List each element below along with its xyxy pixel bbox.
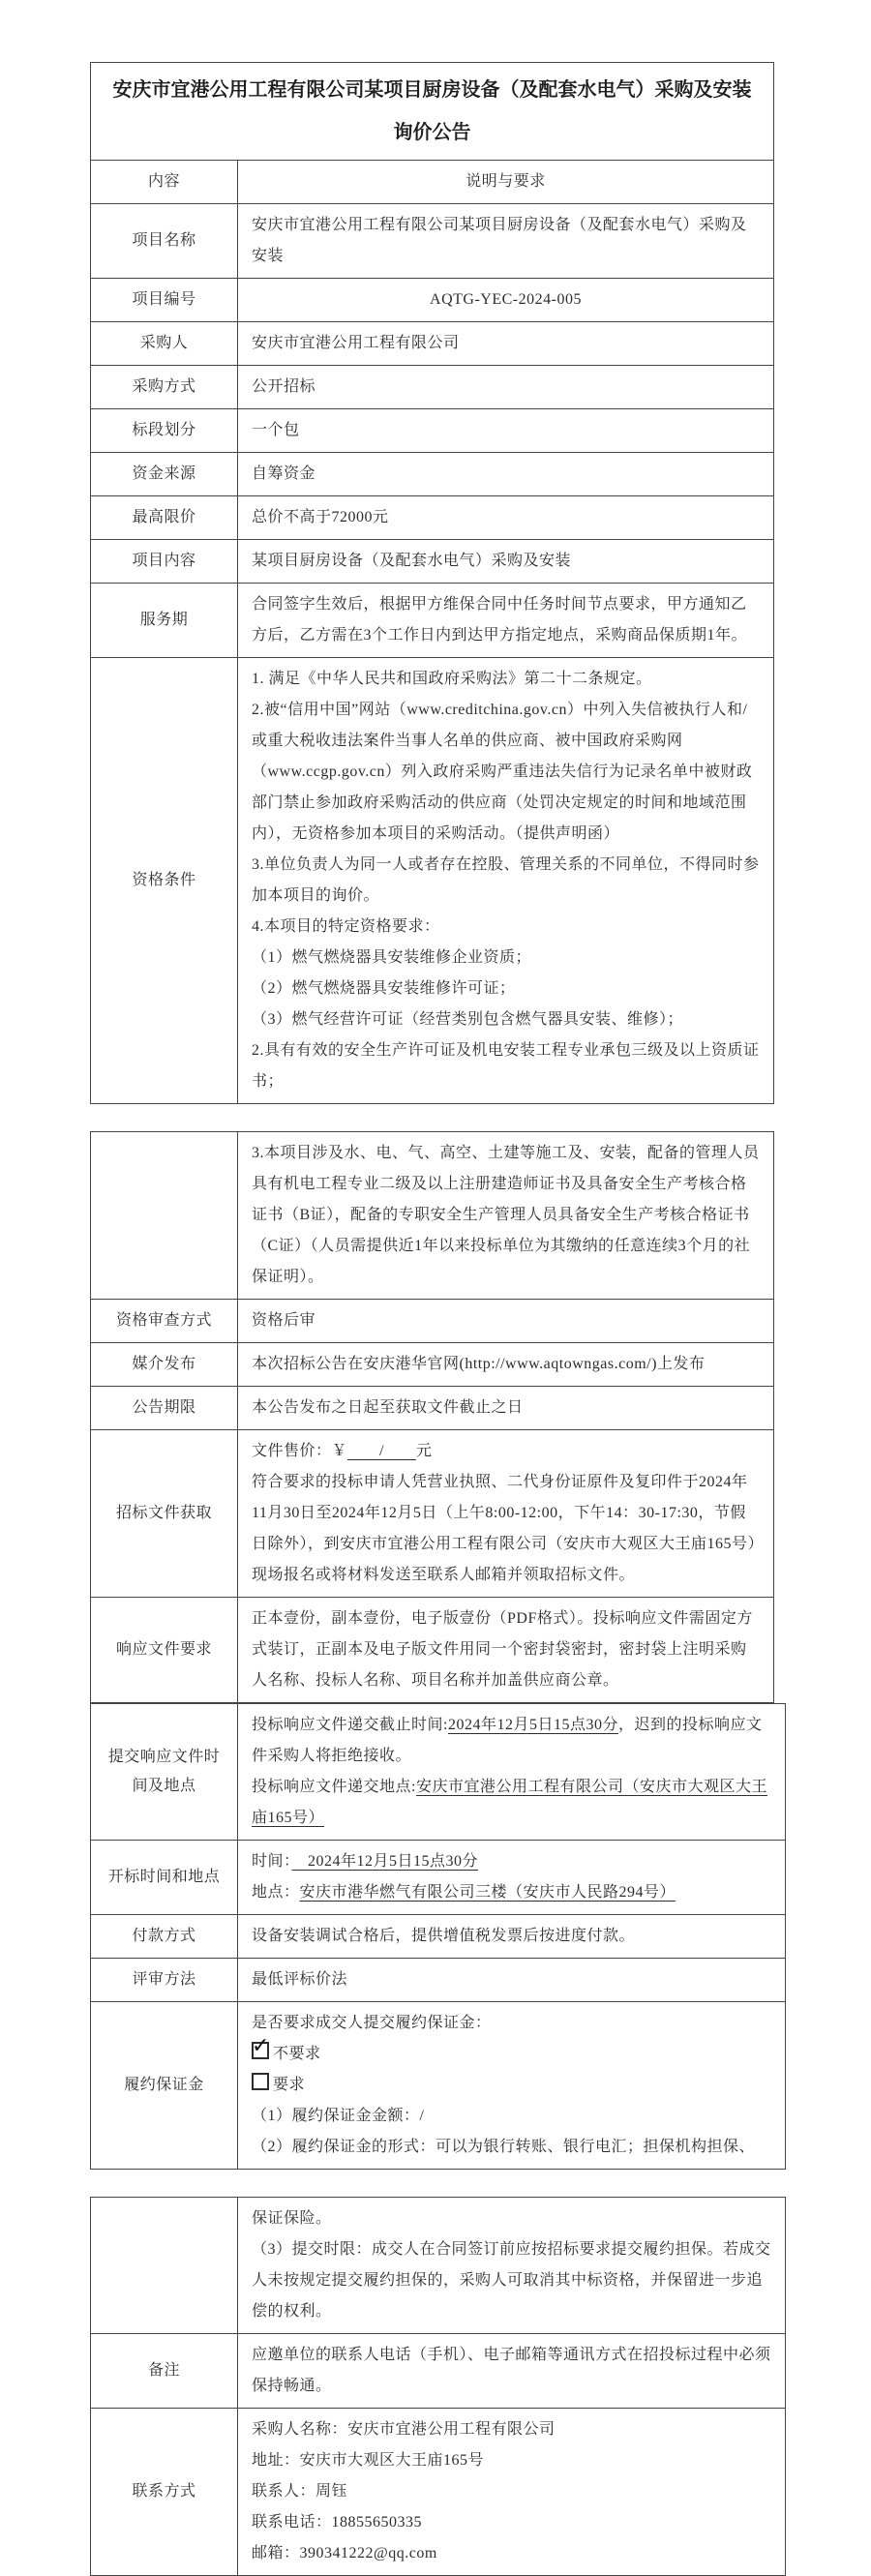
text-segment: 联系电话：18855650335: [252, 2514, 423, 2531]
notice-title: [91, 63, 773, 160]
row-purchaser-content: [238, 322, 773, 365]
row-project-number-content: [238, 279, 773, 321]
text-segment: 1. 满足《中华人民共和国政府采购法》第二十二条规定。: [252, 671, 652, 687]
notice-table-section-3: [90, 1703, 786, 2170]
row-performance-bond-content: [238, 2002, 785, 2169]
row-qualification-continued-content: [238, 1132, 773, 1299]
text-segment: 资格后审: [252, 1312, 316, 1329]
row-header-line-0: [466, 166, 546, 197]
row-max-price: [91, 495, 773, 539]
text-segment: 说明与要求: [466, 173, 546, 190]
text-segment: 设备安装调试合格后，提供增值税发票后按进度付款。: [252, 1928, 636, 1944]
row-media-release-content: [238, 1343, 773, 1386]
row-project-content-line-0: [252, 546, 760, 577]
row-procurement-method-content: [238, 366, 773, 408]
row-contact-info-line-0: [252, 2414, 771, 2445]
text-segment: 正本壹份，副本壹份，电子版壹份（PDF格式）。投标响应文件需固定方式装订，正副本及电子版文件用同一个密封袋密封，密封袋上注明采购人名称、投标人名称、项目名称并加盖供应商公章。: [252, 1610, 753, 1689]
row-qualification-conditions-line-4: [252, 943, 760, 973]
text-segment: （1）燃气燃烧器具安装维修企业资质；: [252, 949, 532, 966]
text-segment: 合同签字生效后，根据甲方维保合同中任务时间节点要求，甲方通知乙方后，乙方需在3个工作日内到达甲方指定地点，采购商品保质期1年。: [252, 596, 748, 644]
row-performance-bond-line-1: [252, 2039, 771, 2070]
row-payment-method: [91, 1914, 785, 1958]
row-lot-division-line-0: [252, 415, 760, 446]
row-qualification-conditions-line-1: [252, 695, 760, 850]
text-segment: 安庆市宜港公用工程有限公司: [252, 335, 460, 351]
row-payment-method-label: 付款方式: [91, 1915, 238, 1958]
text-segment: 应邀单位的联系人电话（手机）、电子邮箱等通讯方式在招投标过程中必须保持畅通。: [252, 2347, 771, 2394]
row-qualification-continued-line-0: [252, 1138, 760, 1293]
row-announcement-period-label: 公告期限: [91, 1387, 238, 1429]
row-project-number: [91, 278, 773, 321]
row-service-period-label: 服务期: [91, 584, 238, 657]
text-segment: （2）履约保证金的形式：可以为银行转账、银行电汇；担保机构担保、: [252, 2139, 756, 2155]
row-max-price-line-0: [252, 502, 760, 533]
row-submission-time-place-content: [238, 1704, 785, 1840]
row-performance-bond: [91, 2001, 785, 2169]
row-qualification-review: [91, 1299, 773, 1342]
row-submission-time-place: [91, 1704, 785, 1840]
notice-table-section-2: [90, 1131, 774, 1703]
text-segment: 某项目厨房设备（及配套水电气）采购及安装: [252, 553, 572, 569]
row-performance-bond-continued-line-1: [252, 2234, 771, 2327]
notice-title-line-0: [113, 69, 752, 111]
row-project-number-label: 项目编号: [91, 279, 238, 321]
row-qualification-continued-label: [91, 1132, 238, 1299]
text-segment: 本公告发布之日起至获取文件截止之日: [252, 1399, 524, 1416]
row-procurement-method: [91, 365, 773, 408]
row-funding-source-label: 资金来源: [91, 453, 238, 495]
row-qualification-conditions-line-7: [252, 1035, 760, 1097]
row-performance-bond-label: 履约保证金: [91, 2002, 238, 2169]
text-segment: 总价不高于72000元: [252, 509, 389, 525]
row-header: [91, 160, 773, 203]
text-segment: 自筹资金: [252, 465, 316, 482]
row-media-release-line-0: [252, 1349, 760, 1380]
row-service-period: [91, 583, 773, 657]
row-contact-info: [91, 2408, 785, 2575]
row-header-content: [238, 161, 773, 203]
notice-title-content: [91, 63, 773, 160]
text-segment: 采购人名称：安庆市宜港公用工程有限公司: [252, 2421, 556, 2438]
row-payment-method-content: [238, 1915, 785, 1958]
row-contact-info-content: [238, 2409, 785, 2575]
row-service-period-line-0: [252, 589, 760, 651]
row-procurement-method-line-0: [252, 372, 760, 403]
row-performance-bond-continued: [91, 2198, 785, 2333]
text-segment: 是否要求成交人提交履约保证金：: [252, 2015, 492, 2031]
row-response-doc-requirements-content: [238, 1598, 773, 1702]
text-segment: 2024年12月5日15点30分: [291, 1853, 479, 1870]
text-segment: （2）燃气燃烧器具安装维修许可证；: [252, 980, 516, 997]
row-performance-bond-line-4: [252, 2132, 771, 2163]
text-segment: 询价公告: [393, 122, 471, 143]
row-submission-time-place-line-1: [252, 1772, 771, 1834]
row-contact-info-line-1: [252, 2445, 771, 2476]
row-document-acquisition-content: [238, 1430, 773, 1597]
text-segment: 时间：: [252, 1853, 292, 1870]
row-qualification-conditions-content: [238, 658, 773, 1103]
row-evaluation-method-line-0: [252, 1964, 771, 1995]
row-media-release: [91, 1342, 773, 1386]
row-bid-opening-time-place-label: 开标时间和地点: [91, 1841, 238, 1914]
row-bid-opening-time-place-line-0: [252, 1846, 771, 1877]
text-segment: 联系人：周钰: [252, 2483, 348, 2500]
row-project-name-content: [238, 204, 773, 278]
text-segment: 邮箱：390341222@qq.com: [252, 2545, 437, 2561]
row-header-label: 内容: [91, 161, 238, 203]
text-segment: 2.具有有效的安全生产许可证及机电安装工程专业承包三级及以上资质证书；: [252, 1042, 760, 1090]
row-funding-source: [91, 452, 773, 495]
text-segment: 安庆市宜港公用工程有限公司（安庆市大观区大王庙165号）: [252, 1779, 767, 1826]
row-response-doc-requirements-label: 响应文件要求: [91, 1598, 238, 1702]
row-remarks-content: [238, 2334, 785, 2408]
text-segment: 4.本项目的特定资格要求：: [252, 918, 440, 935]
row-project-number-line-0: [430, 285, 582, 315]
row-project-content-content: [238, 540, 773, 583]
text-segment: 地址：安庆市大观区大王庙165号: [252, 2452, 485, 2469]
row-media-release-label: 媒介发布: [91, 1343, 238, 1386]
empty-checkbox-icon: [252, 2073, 269, 2090]
text-segment: 本次招标公告在安庆港华官网(http://www.aqtowngas.com/)上发布: [252, 1356, 706, 1372]
row-evaluation-method-content: [238, 1959, 785, 2001]
row-evaluation-method-label: 评审方法: [91, 1959, 238, 2001]
row-qualification-review-label: 资格审查方式: [91, 1300, 238, 1342]
row-project-content: [91, 539, 773, 583]
row-performance-bond-continued-line-0: [252, 2203, 771, 2234]
row-project-content-label: 项目内容: [91, 540, 238, 583]
row-qualification-conditions-line-0: [252, 664, 760, 695]
row-contact-info-label: 联系方式: [91, 2409, 238, 2575]
row-contact-info-line-3: [252, 2507, 771, 2538]
text-segment: 文件售价：￥: [252, 1443, 348, 1459]
notice-title-line-1: [394, 111, 471, 154]
text-segment: /: [347, 1443, 416, 1459]
row-qualification-conditions-line-6: [252, 1004, 760, 1035]
row-announcement-period-line-0: [252, 1393, 760, 1423]
text-segment: （1）履约保证金金额：/: [252, 2108, 425, 2124]
text-segment: 一个包: [252, 422, 300, 438]
row-document-acquisition: [91, 1429, 773, 1597]
row-submission-time-place-label: 提交响应文件时间及地点: [91, 1704, 238, 1840]
row-procurement-method-label: 采购方式: [91, 366, 238, 408]
row-lot-division-content: [238, 409, 773, 452]
row-bid-opening-time-place-content: [238, 1841, 785, 1914]
row-performance-bond-line-3: [252, 2101, 771, 2132]
row-response-doc-requirements: [91, 1597, 773, 1702]
row-project-name-label: 项目名称: [91, 204, 238, 278]
notice-table-section-1: [90, 62, 774, 1104]
row-qualification-continued: [91, 1132, 773, 1299]
row-performance-bond-line-0: [252, 2008, 771, 2039]
row-announcement-period-content: [238, 1387, 773, 1429]
text-segment: 安庆市宜港公用工程有限公司某项目厨房设备（及配套水电气）采购及安装: [252, 217, 747, 264]
row-announcement-period: [91, 1386, 773, 1429]
text-segment: 不要求: [273, 2046, 321, 2062]
row-evaluation-method: [91, 1958, 785, 2001]
row-service-period-content: [238, 584, 773, 657]
row-document-acquisition-label: 招标文件获取: [91, 1430, 238, 1597]
row-purchaser-line-0: [252, 328, 760, 359]
row-funding-source-content: [238, 453, 773, 495]
text-segment: 投标响应文件递交地点:: [252, 1779, 416, 1795]
row-remarks-label: 备注: [91, 2334, 238, 2408]
row-project-name: [91, 203, 773, 278]
row-qualification-conditions-label: 资格条件: [91, 658, 238, 1103]
text-segment: （3）提交时限：成交人在合同签订前应按招标要求提交履约担保。若成交人未按规定提交履约担保的，采购人可取消其中标资格，并保留进一步追偿的权利。: [252, 2241, 771, 2320]
row-qualification-review-line-0: [252, 1305, 760, 1336]
text-segment: 2024年12月5日15点30分: [447, 1717, 618, 1733]
text-segment: 符合要求的投标申请人凭营业执照、二代身份证原件及复印件于2024年11月30日至2024年12月5日（上午8:00-12:00，下午14：30-17:30，节假日除外），到安庆市宜港公用工程有限公司（安庆市大观区大王庙165号）现场报名或将材料发送至联系人邮箱并领取招标文件。: [252, 1474, 757, 1583]
row-qualification-review-content: [238, 1300, 773, 1342]
notice-table-section-4: [90, 2197, 786, 2576]
text-segment: 2.被“信用中国”网站（www.creditchina.gov.cn）中列入失信被执行人和/或重大税收违法案件当事人名单的供应商、被中国政府采购网（www.ccgp.gov.cn）列入政府采购严重违法失信行为记录名单中被财政部门禁止参加政府采购活动的供应商（处罚决定规定的时间和地域范围内），无资格参加本项目的采购活动。（提供声明函）: [252, 702, 753, 842]
row-submission-time-place-line-0: [252, 1710, 771, 1772]
row-purchaser-label: 采购人: [91, 322, 238, 365]
row-contact-info-line-2: [252, 2476, 771, 2507]
text-segment: 保证保险。: [252, 2210, 332, 2227]
text-segment: 安庆市港华燃气有限公司三楼（安庆市人民路294号）: [299, 1884, 676, 1901]
text-segment: 最低评标价法: [252, 1971, 348, 1988]
row-lot-division: [91, 408, 773, 452]
text-segment: 要求: [273, 2077, 306, 2093]
row-document-acquisition-line-1: [252, 1467, 760, 1591]
text-segment: AQTG-YEC-2024-005: [430, 291, 582, 308]
row-max-price-label: 最高限价: [91, 496, 238, 539]
row-funding-source-line-0: [252, 459, 760, 490]
text-segment: 公开招标: [252, 378, 316, 395]
row-max-price-content: [238, 496, 773, 539]
text-segment: 地点：: [252, 1884, 300, 1901]
text-segment: 安庆市宜港公用工程有限公司某项目厨房设备（及配套水电气）采购及安装: [112, 79, 752, 101]
text-segment: 3.单位负责人为同一人或者存在控股、管理关系的不同单位，不得同时参加本项目的询价。: [252, 856, 760, 904]
row-response-doc-requirements-line-0: [252, 1603, 760, 1696]
text-segment: ，迟到的投标响应文件采购人将拒绝接收。: [252, 1717, 763, 1764]
row-qualification-conditions-line-2: [252, 850, 760, 912]
row-performance-bond-continued-content: [238, 2198, 785, 2333]
row-remarks: [91, 2333, 785, 2408]
row-qualification-conditions-line-3: [252, 912, 760, 943]
row-purchaser: [91, 321, 773, 365]
text-segment: 投标响应文件递交截止时间:: [252, 1717, 448, 1733]
row-performance-bond-line-2: [252, 2070, 771, 2101]
row-bid-opening-time-place-line-1: [252, 1877, 771, 1908]
row-bid-opening-time-place: [91, 1840, 785, 1914]
row-qualification-conditions: [91, 657, 773, 1103]
text-segment: 3.本项目涉及水、电、气、高空、土建等施工及、安装，配备的管理人员具有机电工程专业二级及以上注册建造师证书及具备安全生产考核合格证书（B证），配备的专职安全生产管理人员具备安全生产考核合格证书（C证）（人员需提供近1年以来投标单位为其缴纳的任意连续3个月的社保证明）。: [252, 1145, 760, 1285]
row-contact-info-line-4: [252, 2538, 771, 2569]
row-performance-bond-continued-label: [91, 2198, 238, 2333]
row-qualification-conditions-line-5: [252, 973, 760, 1004]
row-project-name-line-0: [252, 210, 760, 272]
text-segment: （3）燃气经营许可证（经营类别包含燃气器具安装、维修）；: [252, 1011, 684, 1028]
row-remarks-line-0: [252, 2340, 771, 2402]
text-segment: 元: [415, 1443, 433, 1459]
row-payment-method-line-0: [252, 1921, 771, 1952]
checked-checkbox-icon: [252, 2042, 269, 2059]
row-document-acquisition-line-0: [252, 1436, 760, 1467]
row-lot-division-label: 标段划分: [91, 409, 238, 452]
